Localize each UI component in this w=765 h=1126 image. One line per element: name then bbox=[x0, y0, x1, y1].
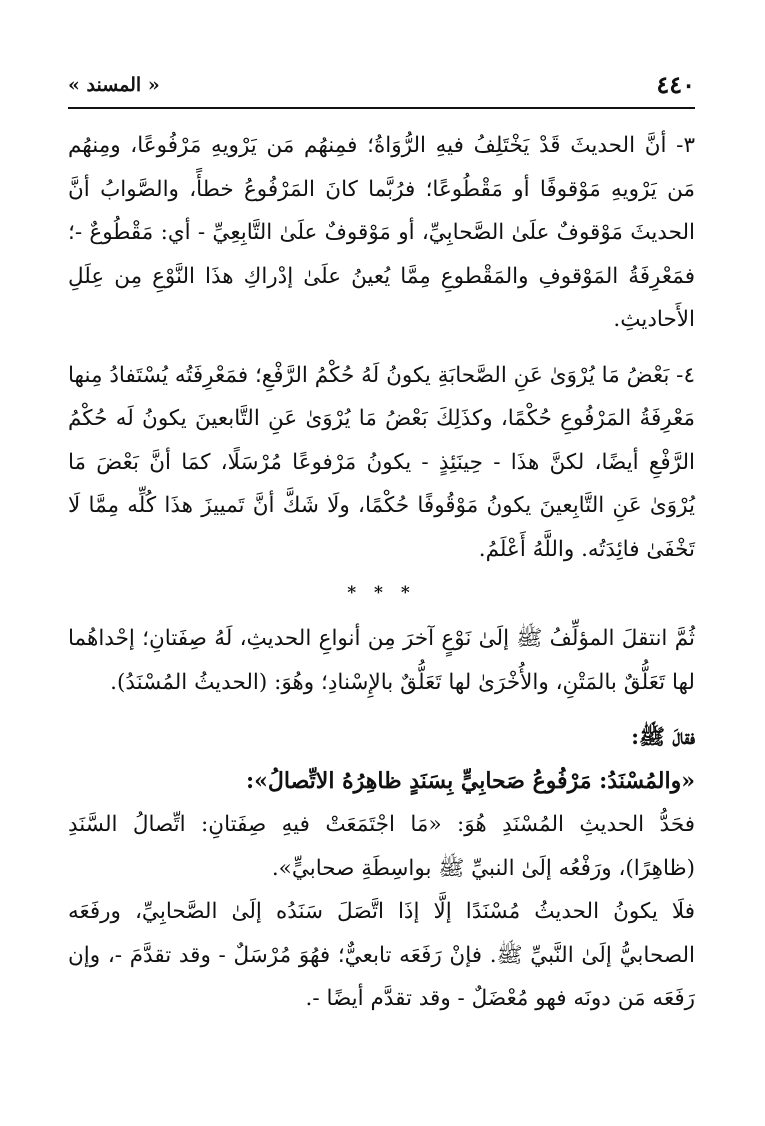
paragraph-point-3: ٣- أنَّ الحديثَ قَدْ يَخْتَلِفُ فيهِ الرُّوَاةُ؛ فمِنهُم مَن يَرْويهِ مَرْفُوعًا، ومِنهُم مَن يَرْويهِ مَوْقوفًا أو مَقْطُوعًا؛ فرُبَّما كانَ المَرْفُوعُ خطأً، والصَّوابُ أنَّ الحديثَ مَوْقوفٌ علَىٰ الصَّحابِيِّ، أو مَوْقوفٌ علَىٰ التَّابِعِيِّ - أي: مَقْطُوعٌ -؛ فمَعْرِفَةُ المَوْقوفِ والمَقْطوعِ مِمَّا يُعينُ علَىٰ إدْراكِ هذَا النَّوْعِ مِن عِلَلِ الأَحاديثِ. bbox=[68, 133, 695, 332]
page-body bbox=[68, 124, 695, 1021]
section-separator: * * * bbox=[347, 583, 416, 603]
paragraph-transition: ثُمَّ انتقلَ المؤلِّفُ ﷺ إلَىٰ نَوْعٍ آخرَ مِن أنواعِ الحديثِ، لَهُ صِفَتانِ؛ إحْداهُما لها تَعَلُّقٌ بالمَتْنِ، والأُخْرَىٰ لها تَعَلُّقٌ بالإِسْنادِ؛ وهُوَ: (الحديثُ المُسْنَدُ). bbox=[68, 626, 695, 695]
page-header bbox=[68, 70, 695, 100]
header-rule bbox=[68, 107, 695, 109]
quoted-matn: «والمُسْنَدُ: مَرْفُوعُ صَحابِيٍّ بِسَنَدٍ ظاهِرُهُ الاتِّصالُ»: bbox=[246, 767, 695, 794]
paragraph-point-4: ٤- بَعْضُ مَا يُرْوَىٰ عَنِ الصَّحابَةِ يكونُ لَهُ حُكْمُ الرَّفْعِ؛ فمَعْرِفَتُه يُسْتَفادُ مِنها مَعْرِفَةُ المَرْفُوعِ حُكْمًا، وكذَلِكَ بَعْضُ مَا يُرْوَىٰ عَنِ التَّابعينَ يكونُ لَه حُكْمُ الرَّفْعِ أيضًا، لكنَّ هذَا - حِينَئِذٍ - يكونُ مَرْفوعًا مُرْسَلًا، كمَا أنَّ بَعْضَ مَا يُرْوَىٰ عَنِ التَّابِعينَ يكونُ مَوْقُوفًا حُكْمًا، ولَا شَكَّ أنَّ تَمييزَ هذَا كُلِّه مِمَّا لَا تَخْفَىٰ فائِدَتُه. واللَّهُ أَعْلَمُ. bbox=[68, 362, 695, 562]
page-number: ٤٤٠ bbox=[656, 70, 695, 99]
paragraph-conditions: فلَا يكونُ الحديثُ مُسْنَدًا إلَّا إذَا اتَّصَلَ سَنَدُه إلَىٰ الصَّحابِيِّ، ورفَعَه الصحابيُّ إلَىٰ النَّبيِّ ﷺ. فإنْ رَفَعَه تابعيٌّ؛ فهُوَ مُرْسَلٌ - وقد تقدَّمَ -، وإن رَفَعَه مَن دونَه فهو مُعْضَلٌ - وقد تقدَّم أيضًا -. bbox=[68, 899, 695, 1011]
paragraph-definition: فحَدُّ الحديثِ المُسْنَدِ هُوَ: «مَا اجْتَمَعَتْ فيهِ صِفَتانِ: اتِّصالُ السَّنَدِ (ظاهِرًا)، ورَفْعُه إلَىٰ النبيِّ ﷺ بواسِطَةِ صحابيٍّ». bbox=[68, 812, 695, 881]
paragraph-author-says: فقالَ ﷺ: bbox=[631, 725, 695, 750]
running-title: « المسند » bbox=[68, 74, 160, 96]
